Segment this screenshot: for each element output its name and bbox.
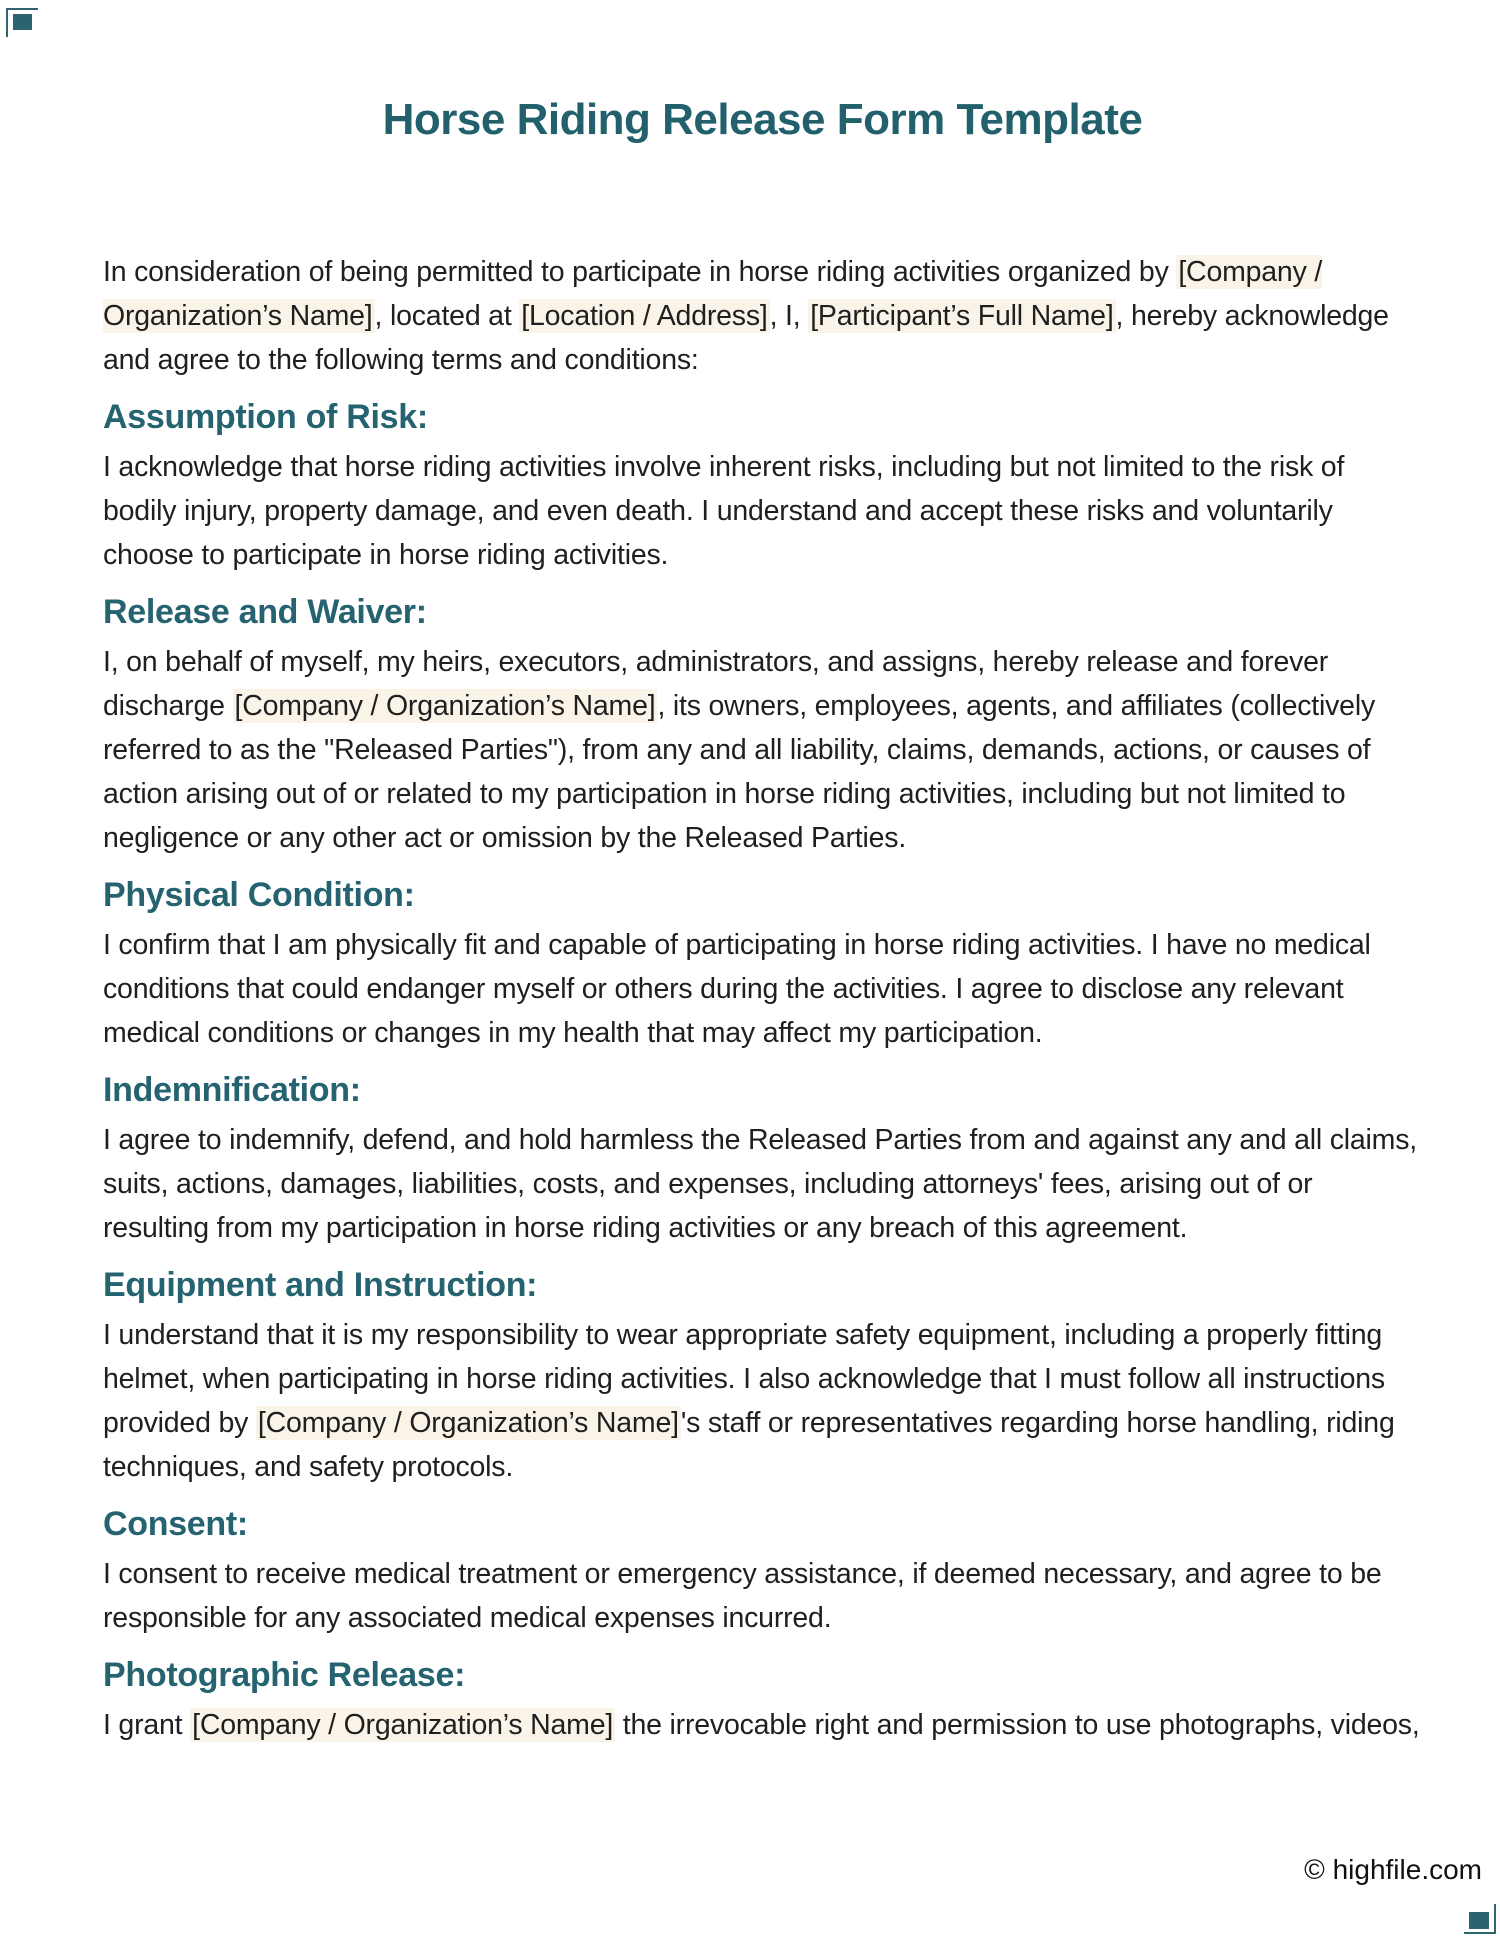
text-run: I, on behalf of myself, my heirs, executors, administrators, and assigns, hereby release and forever discharge [103,646,1329,722]
section-heading: Equipment and Instruction: [103,1266,538,1304]
page-title: Horse Riding Release Form Template [382,95,1143,144]
corner-bracket-square-icon [6,8,38,37]
text-run: the irrevocable right and permission to use photographs, videos, [615,1709,1420,1741]
section-heading: Assumption of Risk: [103,398,428,436]
footer-copyright: © highfile.com [1304,1854,1482,1885]
text-run: I consent to receive medical treatment or emergency assistance, if deemed necessary, and agree to be responsible for any associated medical expenses incurred. [103,1558,1382,1634]
paragraph [103,640,1422,860]
section-heading: Indemnification: [103,1071,361,1109]
section-heading: Physical Condition: [103,876,415,914]
text-run: I grant [103,1709,191,1741]
text-run: , located at [374,300,520,332]
paragraph [103,1703,1422,1747]
text-run: , I, [769,300,809,332]
paragraph [103,923,1422,1055]
text-run: I agree to indemnify, defend, and hold harmless the Released Parties from and against any and all claims, suits, actions, damages, liabilities, costs, and expenses, including attorneys' fees, arising out of or resulting from my participation in horse riding activities or any breach of this agreement. [103,1124,1417,1244]
text-run: , its owners, employees, agents, and affiliates (collectively referred to as the "Released Parties"), from any and all liability, claims, demands, actions, or causes of action arising out of or related to my participation in horse riding activities, including but not limited to negligence or any other act or omission by the Released Parties. [103,690,1376,854]
document-body [103,250,1422,1747]
placeholder-highlight: [Company / Organization’s Name] [192,1709,614,1741]
corner-square-icon [13,14,32,30]
text-run: 's staff or representatives regarding horse handling, riding techniques, and safety protocols. [103,1407,1395,1483]
text-run: I understand that it is my responsibility to wear appropriate safety equipment, including a properly fitting helmet, when participating in horse riding activities. I also acknowledge that I must follow all instructions provided by [103,1319,1385,1439]
paragraph [103,445,1422,577]
section-heading: Release and Waiver: [103,593,427,631]
paragraph [103,1552,1422,1640]
placeholder-highlight: [Company / Organization’s Name] [257,1407,679,1439]
placeholder-highlight: [Participant’s Full Name] [810,300,1114,332]
placeholder-highlight: [Company / Organization’s Name] [103,256,1323,332]
corner-square-icon [1469,1912,1489,1929]
section-heading: Consent: [103,1505,248,1543]
text-run: , hereby acknowledge and agree to the following terms and conditions: [103,300,1389,376]
placeholder-highlight: [Company / Organization’s Name] [234,690,656,722]
corner-bracket-square-icon [1464,1904,1496,1934]
paragraph [103,1118,1422,1250]
paragraph [103,1313,1422,1489]
paragraph [103,250,1422,382]
text-run: I confirm that I am physically fit and capable of participating in horse riding activities. I have no medical conditions that could endanger myself or others during the activities. I agree to disclose any relevant medical conditions or changes in my health that may affect my participation. [103,929,1371,1049]
text-run: I acknowledge that horse riding activities involve inherent risks, including but not limited to the risk of bodily injury, property damage, and even death. I understand and accept these risks and voluntarily choose to participate in horse riding activities. [103,451,1345,571]
placeholder-highlight: [Location / Address] [521,300,768,332]
text-run: In consideration of being permitted to participate in horse riding activities organized by [103,256,1177,288]
section-heading: Photographic Release: [103,1656,466,1694]
